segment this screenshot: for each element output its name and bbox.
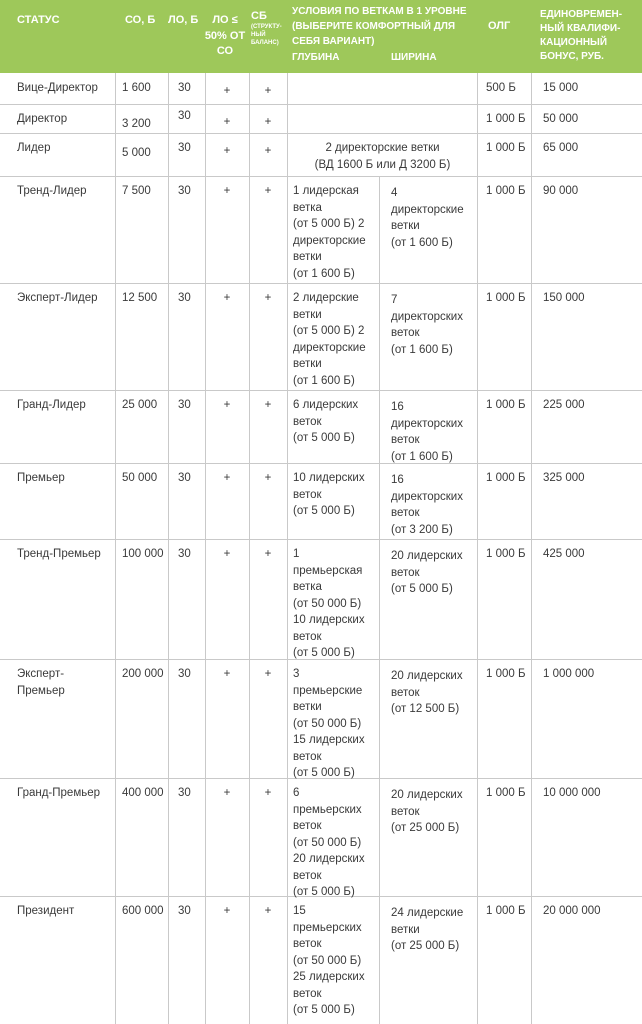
cell-status: Директор [17,113,68,125]
cell-depth: 10 лидерских [293,614,365,626]
cell-lo: 30 [178,142,191,154]
cell-depth: ветка [293,201,322,214]
cell-depth: премьерских [293,921,362,934]
grid-line [287,539,288,659]
grid-line [531,390,532,463]
cell-olg: 1 000 Б [486,472,526,484]
cell-status: Тренд-Лидер [17,185,87,197]
cell-lo-le: + [223,472,231,484]
cell-sb: + [264,787,272,799]
grid-line [287,73,288,104]
cell-bonus: 15 000 [543,82,579,94]
cell-branches: (ВД 1600 Б или Д 3200 Б) [314,158,451,171]
header-branches-line2: (ВЫБЕРИТЕ КОМФОРТНЫЙ ДЛЯ [292,21,456,32]
cell-width: (от 12 500 Б) [391,703,460,715]
table-header [0,0,642,73]
cell-lo-le: + [223,399,231,411]
grid-line [168,283,169,390]
grid-line [115,283,116,390]
cell-bonus: 10 000 000 [543,787,601,799]
grid-line [115,104,116,133]
grid-line [249,283,250,390]
grid-line [477,390,478,463]
grid-line [531,463,532,539]
cell-so: 200 000 [122,668,164,680]
cell-depth: премьерские [293,684,363,697]
cell-depth: 1 лидерская [293,185,359,197]
cell-sb: + [264,399,272,411]
cell-depth: (от 1 600 Б) [293,374,355,387]
cell-olg: 1 000 Б [486,668,526,680]
cell-lo-le: + [223,787,231,799]
grid-line [249,539,250,659]
cell-bonus: 1 000 000 [543,668,595,680]
grid-line [0,390,642,391]
header-branches-line3: СЕБЯ ВАРИАНТ) [292,36,375,47]
cell-lo: 30 [178,185,191,197]
cell-depth: 10 лидерских [293,472,365,484]
grid-line [477,463,478,539]
header-lo-le-line3: СО [216,45,234,57]
grid-line [287,390,288,463]
cell-lo: 30 [178,399,191,411]
cell-depth: ветка [293,581,322,593]
cell-width: (от 25 000 Б) [391,822,460,834]
cell-depth: веток [293,630,322,643]
cell-so: 5 000 [122,147,151,159]
cell-width: веток [391,686,420,699]
grid-line [531,659,532,778]
grid-line [205,390,206,463]
cell-olg: 1 000 Б [486,399,526,411]
grid-line [168,73,169,104]
cell-so: 100 000 [122,548,164,560]
cell-depth: (от 50 000 Б) [293,597,362,610]
cell-depth: 3 [293,668,300,680]
cell-bonus: 325 000 [543,472,585,484]
grid-line [205,539,206,659]
cell-depth: (от 50 000 Б) [293,717,362,730]
cell-depth: 20 лидерских [293,853,365,865]
cell-sb: + [264,548,272,560]
cell-lo-le: + [223,145,231,157]
cell-width: 7 [391,294,398,306]
cell-sb: + [264,472,272,484]
grid-line [205,778,206,896]
cell-depth: (от 5 000 Б) [293,647,355,659]
grid-line [379,539,380,659]
cell-lo: 30 [178,292,191,304]
cell-bonus: 225 000 [543,399,585,411]
cell-width: директорских [391,310,463,323]
grid-line [115,133,116,176]
cell-bonus: 65 000 [543,142,579,154]
cell-status: Гранд-Премьер [17,787,101,799]
cell-depth: (от 50 000 Б) [293,836,362,849]
cell-so: 1 600 [122,82,151,94]
cell-lo-le: + [223,292,231,304]
cell-width: (от 3 200 Б) [391,523,453,536]
cell-bonus: 20 000 000 [543,905,601,917]
cell-so: 3 200 [122,118,151,130]
cell-depth: (от 1 600 Б) [293,267,355,280]
grid-line [249,73,250,104]
grid-line [379,463,380,539]
header-lo-le-line1: ЛО ≤ [212,14,238,26]
cell-depth: (от 5 000 Б) 2 [293,218,365,230]
cell-width: веток [391,805,420,818]
header-width: ШИРИНА [391,52,437,63]
cell-width: директорских [391,490,463,503]
cell-depth: ветки [293,358,322,370]
cell-lo: 30 [178,82,191,94]
grid-line [168,390,169,463]
grid-line [531,133,532,176]
grid-line [205,73,206,104]
cell-width: (от 25 000 Б) [391,940,460,952]
grid-line [249,176,250,283]
cell-width: 24 лидерские [391,907,464,919]
grid-line [0,133,642,134]
grid-line [0,463,642,464]
header-olg: ОЛГ [488,20,511,32]
grid-line [115,896,116,1024]
header-sb-sub-line1: (СТРУКТУ- [251,24,282,30]
cell-width: (от 1 600 Б) [391,343,453,356]
cell-olg: 1 000 Б [486,142,526,154]
grid-line [115,463,116,539]
cell-olg: 1 000 Б [486,113,526,125]
cell-sb: + [264,905,272,917]
grid-line [287,104,288,133]
cell-depth: 25 лидерских [293,971,365,983]
cell-width: 16 [391,401,404,413]
cell-sb: + [264,185,272,197]
grid-line [287,283,288,390]
grid-line [531,104,532,133]
cell-olg: 500 Б [486,82,516,94]
header-so: СО, Б [125,14,156,26]
cell-width: (от 1 600 Б) [391,450,453,463]
cell-lo-le: + [223,905,231,917]
grid-line [379,390,380,463]
grid-line [168,133,169,176]
header-sb-sub-line3: БАЛАНС) [251,40,279,46]
cell-so: 25 000 [122,399,158,411]
cell-depth: премьерских [293,803,362,816]
grid-line [249,390,250,463]
grid-line [115,176,116,283]
cell-lo: 30 [178,548,191,560]
cell-sb: + [264,668,272,680]
grid-line [477,73,478,104]
cell-lo-le: + [223,185,231,197]
cell-branches: 2 директорские ветки [325,142,440,154]
grid-line [205,133,206,176]
grid-line [205,104,206,133]
grid-line [379,283,380,390]
cell-so: 7 500 [122,185,151,197]
cell-width: веток [391,434,420,446]
cell-lo-le: + [223,668,231,680]
cell-depth: веток [293,938,322,950]
header-sb-sub-line2: НЫЙ [251,32,266,38]
grid-line [287,659,288,778]
grid-line [249,463,250,539]
grid-line [379,896,380,1024]
cell-status: Премьер [17,472,65,484]
grid-line [168,463,169,539]
grid-line [531,539,532,659]
cell-depth: (от 5 000 Б) [293,505,355,517]
grid-line [168,896,169,1024]
grid-line [168,104,169,133]
cell-status: Эксперт-Лидер [17,292,98,304]
grid-line [0,283,642,284]
cell-width: 20 лидерских [391,670,463,682]
grid-line [249,104,250,133]
cell-so: 600 000 [122,905,164,917]
cell-status: Премьер [17,684,65,697]
grid-line [205,463,206,539]
cell-bonus: 150 000 [543,292,585,304]
cell-bonus: 90 000 [543,185,579,197]
grid-line [477,104,478,133]
grid-line [115,778,116,896]
cell-depth: веток [293,987,322,1000]
cell-depth: 1 [293,548,300,560]
grid-line [0,176,642,177]
cell-width: (от 1 600 Б) [391,236,453,249]
cell-so: 50 000 [122,472,158,484]
grid-line [477,133,478,176]
cell-sb: + [264,85,272,97]
header-lo-le-line2: 50% ОТ [204,30,246,42]
header-lo: ЛО, Б [168,14,199,26]
header-status: СТАТУС [17,14,60,26]
cell-status: Тренд-Премьер [17,548,101,560]
cell-depth: 15 лидерских [293,734,365,746]
header-bonus-line3: КАЦИОННЫЙ [540,37,608,48]
cell-olg: 1 000 Б [486,548,526,560]
cell-status: Лидер [17,142,51,154]
cell-depth: (от 50 000 Б) [293,954,362,967]
grid-line [477,176,478,283]
cell-lo-le: + [223,116,231,128]
cell-width: директорские [391,203,464,216]
cell-depth: ветки [293,308,322,321]
grid-line [205,176,206,283]
cell-status: Гранд-Лидер [17,399,86,411]
grid-line [249,896,250,1024]
grid-line [531,73,532,104]
cell-olg: 1 000 Б [486,292,526,304]
grid-line [531,176,532,283]
grid-line [205,659,206,778]
grid-line [287,176,288,283]
cell-depth: (от 5 000 Б) [293,767,355,779]
cell-depth: 15 [293,905,306,917]
grid-line [531,778,532,896]
grid-line [249,659,250,778]
cell-status: Эксперт- [17,668,65,680]
cell-depth: ветки [293,701,322,713]
cell-depth: директорские [293,341,366,354]
cell-lo: 30 [178,787,191,799]
grid-line [477,539,478,659]
grid-line [168,176,169,283]
cell-lo-le: + [223,548,231,560]
cell-depth: (от 5 000 Б) [293,886,355,898]
cell-width: веток [391,327,420,339]
grid-line [0,539,642,540]
cell-depth: (от 5 000 Б) [293,432,355,444]
header-branches-line1: УСЛОВИЯ ПО ВЕТКАМ В 1 УРОВНЕ [292,6,467,17]
cell-lo-le: + [223,85,231,97]
grid-line [379,659,380,778]
cell-width: ветки [391,923,420,936]
cell-lo: 30 [178,110,191,122]
cell-bonus: 425 000 [543,548,585,560]
cell-width: 4 [391,187,398,199]
grid-line [115,390,116,463]
cell-status: Вице-Директор [17,82,98,94]
cell-width: 16 [391,474,404,486]
cell-depth: (от 5 000 Б) [293,1004,355,1016]
header-depth: ГЛУБИНА [292,52,340,63]
grid-line [531,283,532,390]
cell-so: 400 000 [122,787,164,799]
cell-olg: 1 000 Б [486,905,526,917]
cell-depth: (от 5 000 Б) 2 [293,325,365,337]
grid-line [168,659,169,778]
cell-depth: ветки [293,251,322,263]
grid-line [477,283,478,390]
grid-line [249,133,250,176]
cell-depth: веток [293,415,322,428]
grid-line [287,463,288,539]
cell-width: (от 5 000 Б) [391,583,453,595]
cell-depth: 2 лидерские [293,292,359,304]
grid-line [531,896,532,1024]
cell-depth: веток [293,869,322,882]
grid-line [287,896,288,1024]
header-sb: СБ [251,10,267,22]
cell-depth: веток [293,488,322,501]
cell-width: 20 лидерских [391,550,463,562]
cell-depth: директорские [293,234,366,247]
cell-width: 20 лидерских [391,789,463,801]
cell-lo: 30 [178,668,191,680]
cell-olg: 1 000 Б [486,787,526,799]
cell-width: веток [391,566,420,579]
grid-line [477,778,478,896]
cell-sb: + [264,145,272,157]
grid-line [115,73,116,104]
cell-sb: + [264,292,272,304]
header-bonus-line2: НЫЙ КВАЛИФИ- [540,23,621,34]
grid-line [379,778,380,896]
cell-so: 12 500 [122,292,158,304]
cell-width: веток [391,507,420,519]
cell-status: Президент [17,905,75,917]
header-bonus-line1: ЕДИНОВРЕМЕН- [540,9,623,20]
grid-line [0,104,642,105]
header-bonus-line4: БОНУС, РУБ. [540,51,604,62]
cell-bonus: 50 000 [543,113,579,125]
grid-line [287,778,288,896]
grid-line [205,896,206,1024]
cell-width: директорских [391,417,463,430]
cell-lo: 30 [178,472,191,484]
cell-width: ветки [391,220,420,232]
grid-line [168,539,169,659]
cell-lo: 30 [178,905,191,917]
grid-line [477,659,478,778]
grid-line [477,896,478,1024]
grid-line [115,659,116,778]
cell-olg: 1 000 Б [486,185,526,197]
grid-line [115,539,116,659]
cell-depth: веток [293,820,322,832]
cell-depth: 6 лидерских [293,399,359,411]
cell-depth: 6 [293,787,300,799]
cell-depth: веток [293,750,322,763]
cell-sb: + [264,116,272,128]
grid-line [379,176,380,283]
cell-depth: премьерская [293,564,363,577]
grid-line [168,778,169,896]
grid-line [205,283,206,390]
grid-line [249,778,250,896]
